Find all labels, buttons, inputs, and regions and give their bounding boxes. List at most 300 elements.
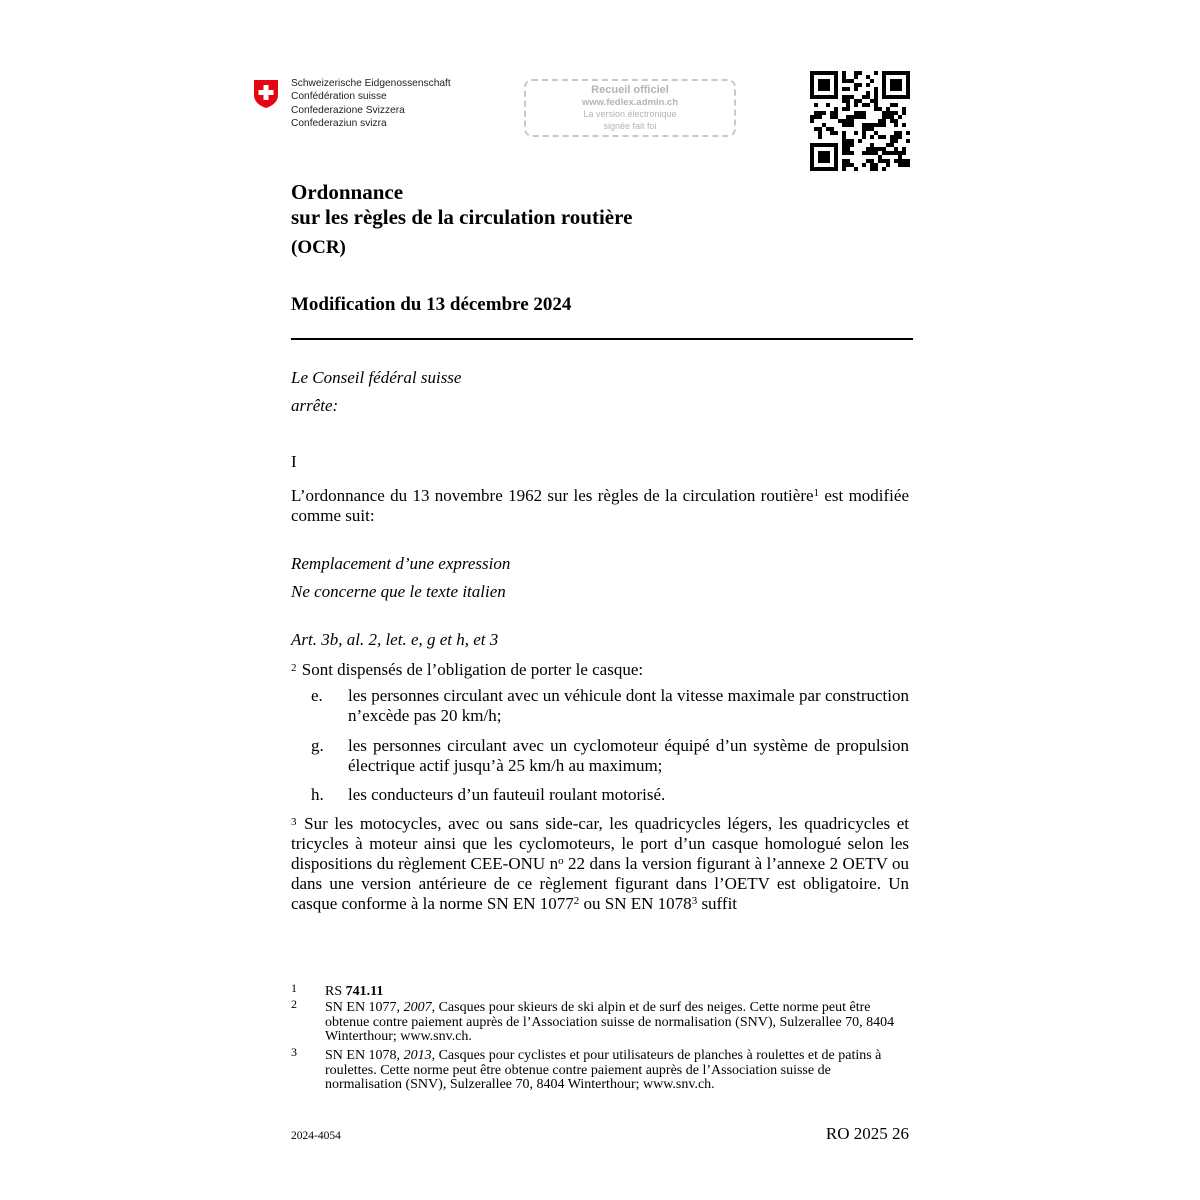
- title-line-2: sur les règles de la circulation routière: [291, 205, 633, 229]
- qr-module: [866, 151, 870, 155]
- qr-module: [874, 107, 878, 111]
- qr-module: [834, 147, 838, 151]
- qr-module: [834, 95, 838, 99]
- qr-module: [886, 115, 890, 119]
- qr-module: [818, 95, 822, 99]
- list-item-text: les conducteurs d’un fauteuil roulant motorisé.: [348, 785, 666, 804]
- qr-module: [834, 155, 838, 159]
- qr-module: [830, 167, 834, 171]
- qr-module: [882, 111, 886, 115]
- qr-module: [870, 147, 874, 151]
- swiss-cross-icon: [253, 79, 279, 109]
- footnote-text-a: SN EN 1078,: [325, 1048, 404, 1063]
- qr-module: [810, 71, 814, 75]
- qr-module: [858, 139, 862, 143]
- qr-module: [882, 119, 886, 123]
- qr-module: [882, 79, 886, 83]
- qr-module: [878, 135, 882, 139]
- qr-module: [834, 167, 838, 171]
- qr-module: [830, 131, 834, 135]
- qr-module: [846, 87, 850, 91]
- qr-module: [870, 79, 874, 83]
- stamp-url: www.fedlex.admin.ch: [581, 97, 679, 108]
- qr-module: [834, 71, 838, 75]
- footnote-2: [291, 997, 909, 1045]
- qr-module: [810, 147, 814, 151]
- footnote-text-b: , Casques pour cyclistes et pour utilisateurs de planches à roulettes et de patins à roulettes. Cette norme peut être obtenue contre paiement auprès de l’Association suisse de normalisation (SNV), Sulzerallee 70, 8404 Winterthour; www.snv.ch.: [325, 1048, 882, 1092]
- qr-module: [818, 111, 822, 115]
- qr-module: [858, 111, 862, 115]
- qr-module: [818, 83, 822, 87]
- qr-module: [866, 147, 870, 151]
- qr-module: [822, 167, 826, 171]
- qr-module: [906, 75, 910, 79]
- qr-module: [846, 159, 850, 163]
- qr-module: [854, 87, 858, 91]
- qr-module: [902, 95, 906, 99]
- qr-module: [890, 119, 894, 123]
- qr-module: [842, 119, 846, 123]
- qr-module: [890, 87, 894, 91]
- qr-module: [818, 151, 822, 155]
- qr-module: [810, 91, 814, 95]
- qr-module: [822, 151, 826, 155]
- stamp-note-1: La version électronique: [583, 109, 677, 119]
- qr-module: [882, 151, 886, 155]
- qr-module: [874, 147, 878, 151]
- footnote-text-a: SN EN 1077,: [325, 1000, 404, 1015]
- qr-module: [834, 115, 838, 119]
- replacement-note: Ne concerne que le texte italien: [291, 582, 506, 601]
- qr-module: [862, 163, 866, 167]
- qr-module: [810, 115, 814, 119]
- qr-module: [898, 87, 902, 91]
- qr-module: [874, 95, 878, 99]
- qr-module: [850, 139, 854, 143]
- page-title: [291, 180, 632, 230]
- qr-module: [870, 167, 874, 171]
- confederation-line-fr: Confédération suisse: [291, 91, 387, 103]
- qr-module: [826, 95, 830, 99]
- list-item-h: [311, 785, 909, 805]
- qr-module: [842, 75, 846, 79]
- qr-module: [890, 111, 894, 115]
- qr-module: [842, 131, 846, 135]
- qr-module: [902, 163, 906, 167]
- qr-module: [846, 119, 850, 123]
- qr-module: [810, 83, 814, 87]
- footnote-year: 2013: [403, 1048, 432, 1063]
- document-id: 2024-4054: [291, 1130, 341, 1142]
- qr-module: [898, 83, 902, 87]
- qr-module: [846, 103, 850, 107]
- footnote-prefix: RS: [325, 984, 346, 999]
- title-divider: [291, 338, 913, 340]
- qr-module: [898, 163, 902, 167]
- qr-module: [894, 131, 898, 135]
- qr-module: [894, 147, 898, 151]
- qr-module: [814, 143, 818, 147]
- paragraph-text: Sont dispensés de l’obligation de porter le casque:: [301, 660, 644, 679]
- qr-module: [818, 135, 822, 139]
- qr-module: [842, 167, 846, 171]
- qr-module: [810, 151, 814, 155]
- qr-module: [890, 103, 894, 107]
- numero-superscript: o: [558, 855, 564, 867]
- qr-module: [898, 115, 902, 119]
- qr-module: [882, 71, 886, 75]
- list-item-marker: e.: [311, 686, 323, 705]
- qr-module: [818, 127, 822, 131]
- qr-module: [866, 91, 870, 95]
- qr-module: [842, 147, 846, 151]
- stamp-title: Recueil officiel: [591, 84, 669, 96]
- qr-module: [822, 83, 826, 87]
- qr-module: [870, 151, 874, 155]
- qr-module: [850, 95, 854, 99]
- qr-module: [886, 159, 890, 163]
- qr-module: [826, 151, 830, 155]
- qr-module: [846, 123, 850, 127]
- qr-module: [846, 163, 850, 167]
- qr-module: [834, 91, 838, 95]
- para3-text-4: suffit: [697, 894, 738, 913]
- qr-module: [854, 103, 858, 107]
- qr-module: [810, 143, 814, 147]
- qr-module: [850, 79, 854, 83]
- qr-module: [866, 127, 870, 131]
- qr-module: [862, 115, 866, 119]
- qr-module: [858, 71, 862, 75]
- qr-module: [874, 71, 878, 75]
- qr-module: [818, 115, 822, 119]
- qr-module: [898, 151, 902, 155]
- qr-module: [830, 71, 834, 75]
- footnote-rs-number[interactable]: 741.11: [345, 984, 384, 999]
- stamp-note-2: signée fait foi: [603, 120, 657, 131]
- qr-module: [834, 107, 838, 111]
- qr-module: [822, 123, 826, 127]
- qr-module: [854, 115, 858, 119]
- qr-module: [878, 119, 882, 123]
- footnote-ref-1[interactable]: 1: [813, 487, 820, 499]
- qr-module: [890, 151, 894, 155]
- qr-module: [902, 107, 906, 111]
- para3-text-1: Sur les motocycles, avec ou sans side-car, les quadricycles légers, les quadricycles et tricycles à moteur ainsi que les cyclomoteurs, le port d’un casque homologué selon les dispositions du règlement CEE-ONU n: [291, 814, 910, 873]
- qr-module: [886, 143, 890, 147]
- qr-module: [846, 139, 850, 143]
- qr-module: [834, 79, 838, 83]
- qr-module: [826, 87, 830, 91]
- list-item-e: [311, 686, 909, 726]
- qr-module: [814, 95, 818, 99]
- qr-module: [846, 151, 850, 155]
- qr-module: [810, 119, 814, 123]
- qr-module: [862, 111, 866, 115]
- qr-module: [890, 95, 894, 99]
- qr-module: [842, 99, 846, 103]
- qr-module: [882, 147, 886, 151]
- qr-module: [854, 99, 858, 103]
- qr-module: [810, 159, 814, 163]
- qr-module: [826, 155, 830, 159]
- qr-module: [818, 131, 822, 135]
- qr-module: [830, 95, 834, 99]
- qr-module: [870, 127, 874, 131]
- qr-module: [866, 123, 870, 127]
- qr-module: [830, 143, 834, 147]
- qr-module: [894, 119, 898, 123]
- qr-module: [894, 135, 898, 139]
- qr-module: [906, 95, 910, 99]
- confederation-line-de: Schweizerische Eidgenossenschaft: [291, 78, 451, 89]
- qr-module: [862, 131, 866, 135]
- qr-module: [826, 71, 830, 75]
- list-item-g: [311, 736, 909, 776]
- qr-module: [902, 151, 906, 155]
- qr-module: [850, 123, 854, 127]
- qr-module: [846, 79, 850, 83]
- preamble-decree: arrête:: [291, 396, 339, 415]
- qr-module: [894, 79, 898, 83]
- qr-module: [870, 159, 874, 163]
- qr-module: [906, 87, 910, 91]
- qr-module: [810, 167, 814, 171]
- qr-module: [842, 123, 846, 127]
- qr-module: [814, 167, 818, 171]
- qr-module: [886, 95, 890, 99]
- qr-module: [886, 163, 890, 167]
- qr-module: [898, 95, 902, 99]
- article-heading: Art. 3b, al. 2, let. e, g et h, et 3: [291, 630, 499, 649]
- qr-module: [890, 135, 894, 139]
- qr-module: [850, 119, 854, 123]
- qr-module: [882, 95, 886, 99]
- qr-module: [846, 99, 850, 103]
- qr-module: [822, 143, 826, 147]
- qr-module: [834, 143, 838, 147]
- qr-module: [810, 75, 814, 79]
- qr-module: [906, 159, 910, 163]
- qr-module: [830, 115, 834, 119]
- qr-module: [842, 135, 846, 139]
- qr-module: [898, 71, 902, 75]
- qr-module: [858, 115, 862, 119]
- ro-reference: RO 2025 26: [825, 1124, 909, 1143]
- qr-module: [830, 127, 834, 131]
- qr-module: [886, 111, 890, 115]
- qr-module: [862, 95, 866, 99]
- qr-code-icon: [810, 71, 910, 171]
- qr-module: [818, 71, 822, 75]
- confederation-names: [291, 77, 451, 131]
- qr-module: [842, 79, 846, 83]
- qr-module: [878, 147, 882, 151]
- qr-module: [810, 95, 814, 99]
- title-line-1: Ordonnance: [291, 180, 404, 204]
- qr-module: [902, 147, 906, 151]
- qr-module: [874, 103, 878, 107]
- qr-module: [818, 155, 822, 159]
- qr-module: [858, 99, 862, 103]
- qr-module: [882, 75, 886, 79]
- qr-module: [810, 155, 814, 159]
- qr-module: [906, 79, 910, 83]
- qr-module: [870, 99, 874, 103]
- footnote-number: 1: [291, 981, 297, 995]
- qr-module: [826, 83, 830, 87]
- qr-module: [882, 167, 886, 171]
- qr-module: [818, 87, 822, 91]
- qr-module: [822, 95, 826, 99]
- article-paragraph-3: [291, 812, 909, 914]
- replacement-heading: Remplacement d’une expression: [291, 554, 511, 573]
- qr-module: [902, 159, 906, 163]
- qr-module: [874, 163, 878, 167]
- qr-module: [842, 107, 846, 111]
- qr-module: [878, 159, 882, 163]
- qr-module: [842, 95, 846, 99]
- qr-module: [818, 167, 822, 171]
- list-item-marker: h.: [311, 785, 324, 804]
- footnote-number: 3: [291, 1045, 297, 1059]
- qr-module: [854, 111, 858, 115]
- intro-text-b: est modifiée comme suit:: [291, 486, 910, 525]
- qr-module: [886, 71, 890, 75]
- qr-module: [902, 71, 906, 75]
- qr-module: [906, 83, 910, 87]
- qr-module: [862, 151, 866, 155]
- qr-module: [814, 111, 818, 115]
- qr-module: [842, 151, 846, 155]
- qr-module: [846, 107, 850, 111]
- confederation-line-it: Confederazione Svizzera: [291, 104, 405, 116]
- qr-module: [834, 131, 838, 135]
- qr-module: [810, 163, 814, 167]
- article-paragraph-2: [291, 658, 643, 680]
- qr-module: [862, 103, 866, 107]
- qr-module: [818, 79, 822, 83]
- qr-module: [866, 83, 870, 87]
- qr-module: [862, 127, 866, 131]
- qr-module: [866, 103, 870, 107]
- qr-module: [826, 159, 830, 163]
- qr-module: [818, 143, 822, 147]
- qr-module: [862, 135, 866, 139]
- intro-paragraph: [291, 486, 909, 526]
- qr-module: [882, 83, 886, 87]
- qr-module: [822, 71, 826, 75]
- qr-module: [814, 127, 818, 131]
- qr-module: [854, 71, 858, 75]
- qr-module: [870, 123, 874, 127]
- qr-module: [906, 91, 910, 95]
- qr-module: [838, 119, 842, 123]
- qr-module: [870, 143, 874, 147]
- qr-module: [826, 79, 830, 83]
- qr-module: [874, 123, 878, 127]
- qr-module: [882, 159, 886, 163]
- qr-module: [818, 159, 822, 163]
- qr-module: [894, 87, 898, 91]
- qr-module: [826, 127, 830, 131]
- qr-module: [846, 147, 850, 151]
- qr-module: [850, 151, 854, 155]
- paragraph-number: 2: [291, 662, 297, 674]
- footnote-ref-2[interactable]: 2: [573, 895, 580, 907]
- qr-module: [894, 71, 898, 75]
- qr-module: [874, 91, 878, 95]
- qr-module: [842, 163, 846, 167]
- qr-module: [846, 95, 850, 99]
- qr-module: [886, 107, 890, 111]
- qr-module: [842, 139, 846, 143]
- qr-module: [842, 87, 846, 91]
- qr-module: [874, 167, 878, 171]
- qr-module: [850, 115, 854, 119]
- qr-module: [842, 143, 846, 147]
- qr-module: [834, 159, 838, 163]
- qr-module: [894, 123, 898, 127]
- title-abbreviation: (OCR): [291, 237, 346, 258]
- qr-module: [882, 135, 886, 139]
- qr-module: [894, 111, 898, 115]
- section-number: I: [291, 452, 297, 471]
- qr-module: [810, 79, 814, 83]
- qr-module: [874, 131, 878, 135]
- qr-module: [842, 71, 846, 75]
- footnote-number: 2: [291, 997, 297, 1011]
- qr-module: [882, 123, 886, 127]
- qr-module: [874, 87, 878, 91]
- qr-module: [906, 131, 910, 135]
- qr-module: [870, 163, 874, 167]
- list-item-text: les personnes circulant avec un cyclomoteur équipé d’un système de propulsion électrique actif jusqu’à 25 km/h au maximum;: [348, 736, 909, 775]
- list-item-text: les personnes circulant avec un véhicule dont la vitesse maximale par construction n’excède pas 20 km/h;: [348, 686, 909, 725]
- qr-module: [858, 83, 862, 87]
- qr-module: [846, 143, 850, 147]
- qr-module: [834, 111, 838, 115]
- qr-module: [854, 83, 858, 87]
- qr-module: [898, 135, 902, 139]
- para3-text-3: ou SN EN 1078: [579, 894, 692, 913]
- qr-module: [906, 163, 910, 167]
- qr-module: [878, 107, 882, 111]
- qr-module: [826, 103, 830, 107]
- qr-module: [866, 159, 870, 163]
- footnote-ref-3[interactable]: 3: [691, 895, 698, 907]
- qr-module: [862, 123, 866, 127]
- qr-module: [878, 155, 882, 159]
- qr-module: [854, 131, 858, 135]
- confederation-line-rm: Confederaziun svizra: [291, 118, 387, 130]
- qr-module: [834, 75, 838, 79]
- qr-module: [874, 151, 878, 155]
- qr-module: [834, 163, 838, 167]
- qr-module: [834, 151, 838, 155]
- qr-module: [898, 131, 902, 135]
- qr-module: [898, 155, 902, 159]
- qr-module: [814, 115, 818, 119]
- qr-module: [854, 167, 858, 171]
- qr-module: [906, 139, 910, 143]
- footnote-1: [291, 981, 909, 1000]
- qr-module: [906, 71, 910, 75]
- qr-module: [822, 159, 826, 163]
- footnote-text-b: , Casques pour skieurs de ski alpin et de surf des neiges. Cette norme peut être obtenue contre paiement auprès de l’Association suisse de normalisation (SNV), Sulzerallee 70, 8404 Winterthour; www.snv.ch.: [325, 1000, 895, 1044]
- qr-module: [826, 167, 830, 171]
- qr-module: [810, 87, 814, 91]
